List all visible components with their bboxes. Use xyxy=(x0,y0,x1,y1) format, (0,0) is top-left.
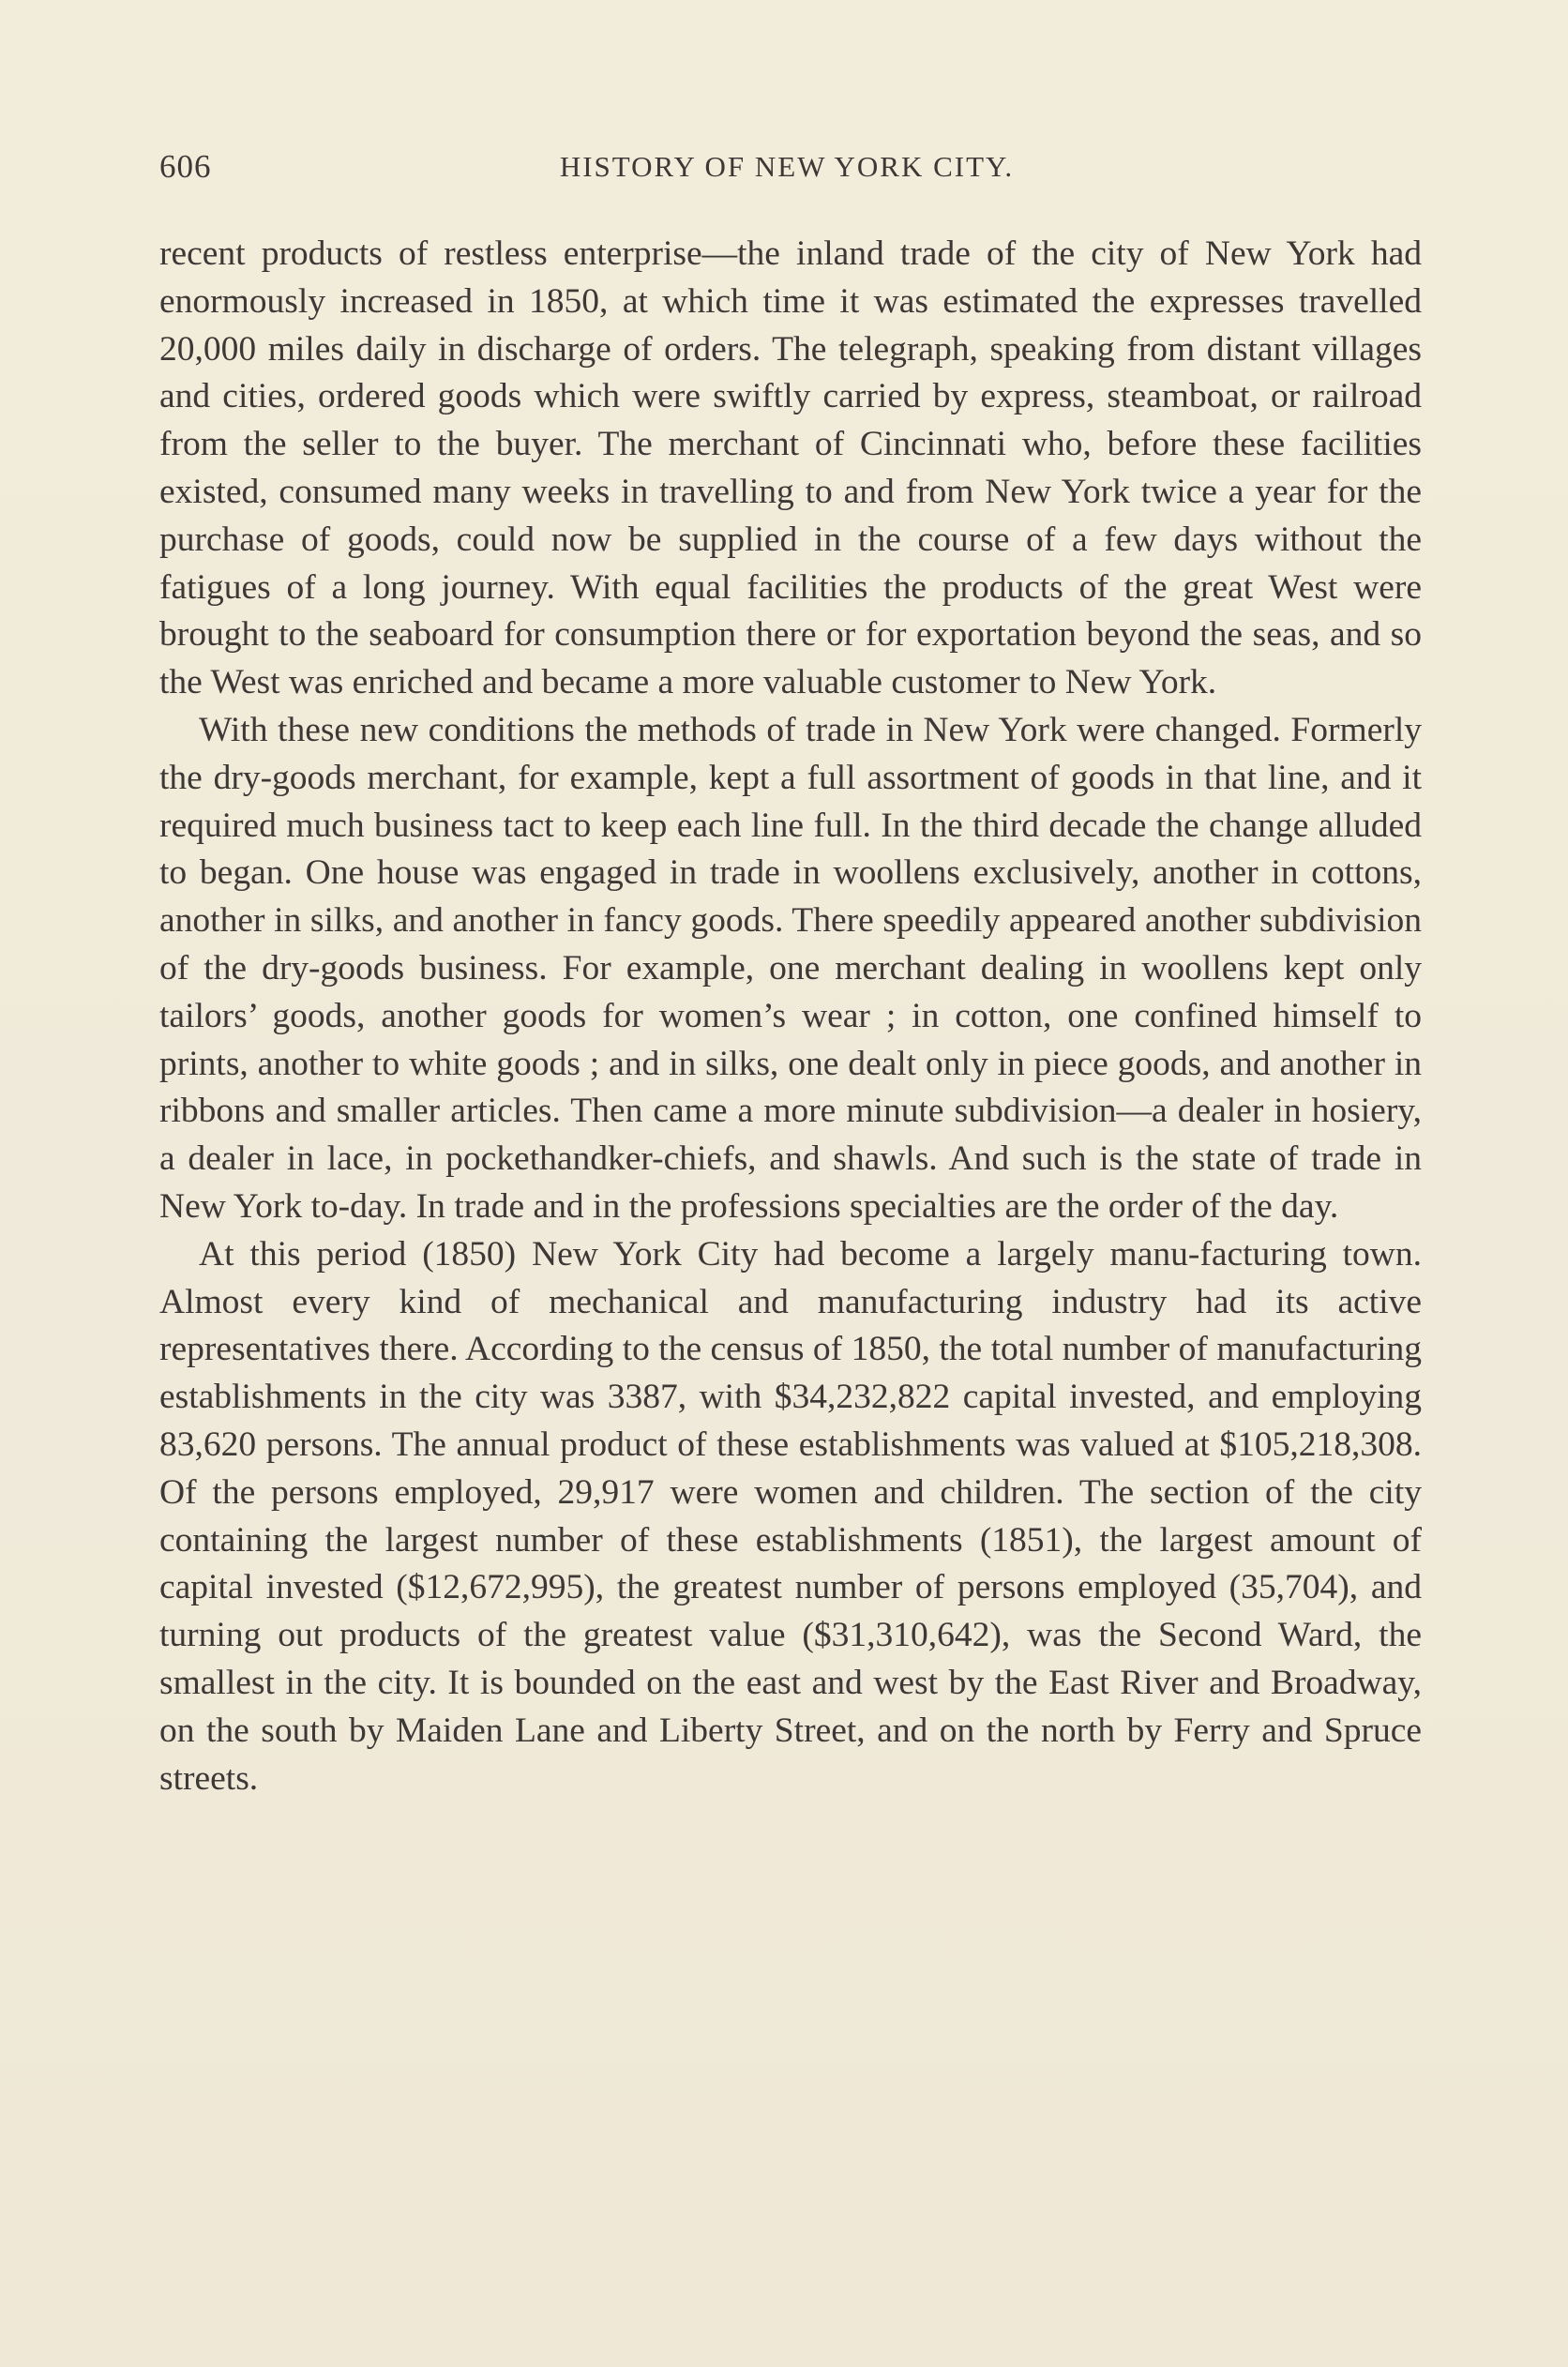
paragraph-continuation: recent products of restless enterprise—the inland trade of the city of New York had enormously increased in 1850, at which time it was estimated the expresses travelled 20,000 miles daily in discharge of orders. The telegraph, speaking from distant villages and cities, ordered goods which were swiftly carried by express, steamboat, or railroad from the seller to the buyer. The merchant of Cincinnati who, before these facilities existed, consumed many weeks in travelling to and from New York twice a year for the purchase of goods, could now be supplied in the course of a few days without the fatigues of a long journey. With equal facilities the products of the great West were brought to the seaboard for consumption there or for exportation beyond the seas, and so the West was enriched and became a more valuable customer to New York. xyxy=(159,234,1422,702)
paragraph-manufacturing: At this period (1850) New York City had become a largely manu-facturing town. Almost every kind of mechanical and manufacturing industry had its active representatives there. According to the census of 1850, the total number of manufacturing establishments in the city was 3387, with $34,232,822 capital invested, and employing 83,620 persons. The annual product of these establishments was valued at $105,218,308. Of the persons employed, 29,917 were women and children. The section of the city containing the largest number of these establishments (1851), the largest amount of capital invested ($12,672,995), the greatest number of persons employed (35,704), and turning out products of the greatest value ($31,310,642), was the Second Ward, the smallest in the city. It is bounded on the east and west by the East River and Broadway, on the south by Maiden Lane and Liberty Street, and on the north by Ferry and Spruce streets. xyxy=(159,1234,1422,1798)
running-title: HISTORY OF NEW YORK CITY. xyxy=(559,150,1015,183)
running-head xyxy=(159,148,1414,195)
paragraph-trade-methods: With these new conditions the methods of trade in New York were changed. Formerly the dry-goods merchant, for example, kept a full assortment of goods in that line, and it required much business tact to keep each line full. In the third decade the change alluded to began. One house was engaged in trade in woollens exclusively, another in cottons, another in silks, and another in fancy goods. There speedily appeared another subdivision of the dry-goods business. For example, one merchant dealing in woollens kept only tailors’ goods, another goods for women’s wear ; in cotton, one confined himself to prints, another to white goods ; and in silks, one dealt only in piece goods, and another in ribbons and smaller articles. Then came a more minute subdivision—a dealer in hosiery, a dealer in lace, in pockethandker-chiefs, and shawls. And such is the state of trade in New York to-day. In trade and in the professions specialties are the order of the day. xyxy=(159,710,1422,1226)
page-number: 606 xyxy=(159,148,212,185)
body-text xyxy=(159,231,1422,1802)
